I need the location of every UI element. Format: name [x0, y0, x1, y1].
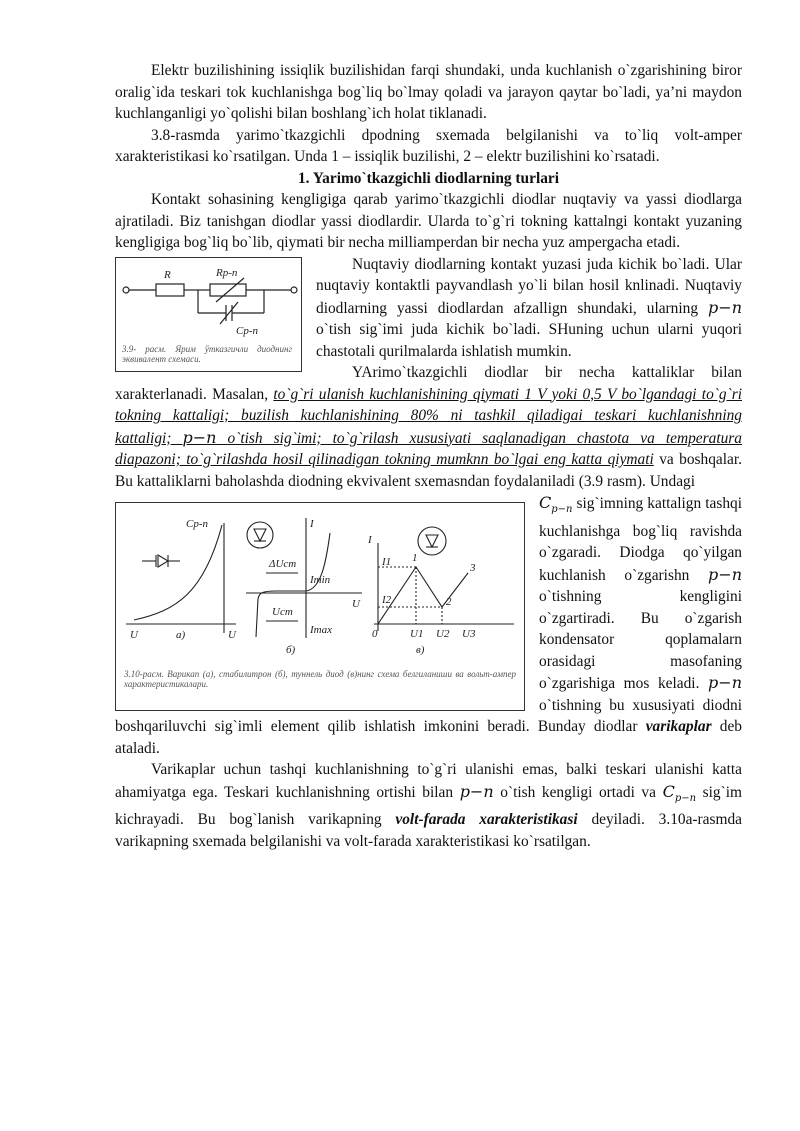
pn-symbol: p−n — [708, 673, 742, 693]
figure-3-9-caption: 3.9- pacм. Ярим ўтказгичли диоднинг эквивалент схемаси. — [122, 343, 292, 364]
text: va boshqalar. Bu kattaliklarni baholashda diodning ekvivalent sxemasndan foydalaniladi (3.9 rasm). Undagi — [115, 451, 742, 490]
pn-symbol: p−n — [459, 781, 494, 801]
label-i-b: I — [310, 518, 314, 530]
label-point-2: 2 — [446, 596, 452, 608]
document-page — [115, 60, 742, 852]
label-u3: U3 — [462, 628, 476, 640]
label-u1: U1 — [410, 628, 424, 640]
term-varikaplar: varikaplar — [645, 718, 712, 736]
figure-3-10-characteristics — [115, 502, 525, 711]
label-r: R — [164, 268, 171, 281]
label-i-c: I — [368, 534, 372, 546]
label-delta-ucm: ΔUcm — [269, 558, 297, 570]
term-volt-farada: volt-farada xarakteristikasi — [395, 811, 578, 829]
label-u-a2: U — [228, 629, 236, 641]
c-pn-symbol: $C_{p-n}$ — [662, 781, 697, 804]
label-ucm: Ucm — [272, 606, 293, 618]
paragraph-contact-area — [115, 189, 742, 254]
text: o`tishning kengligini o`zgartiradi. Bu o`zgarish kondensator qoplamalarn orasidagi masofaning o`zgarishiga mos keladi. — [539, 588, 742, 693]
paragraph-diode-parameters — [115, 362, 742, 492]
text: o`tish sig`imi juda kichik bo`ladi. SHuning uchun ularni yuqori chastotali qurilmalarda ishlatish mumkin. — [316, 321, 742, 360]
label-c-pn: Cp-n — [186, 518, 208, 530]
label-point-1: 1 — [412, 552, 418, 564]
label-zero: 0 — [372, 628, 378, 640]
text: deyiladi. 3.10a-rasmda varikapning sxemada belgilanishi va volt-farada xarakteristikasi ko`rsatilgan. — [115, 811, 742, 850]
text: Nuqtaviy diodlarning kontakt yuzasi juda kichik bo`ladi. Ular nuqtaviy kontaktli payvandlash yo`li bilan hosil knlinadi. Nuqtaviy diodlarning yassi diodlardan afzallign shundaki, ularning — [316, 255, 742, 317]
figure-3-9-equivalent-circuit — [115, 257, 302, 372]
paragraph-fig-3-8: 3.8-rasmda yarimo`tkazgichli dpodning sxemada belgilanishi va to`liq volt-amper xarakteristikasi ko`rsatilgan. Unda 1 – issiqlik buzilishi, 2 – elektr buzilishini ko`rsatadi. — [115, 126, 742, 165]
figure-3-10-caption: 3.10-расм. Варикап (а), стабилитрон (б), туннель диод (в)нинг схема белгиланиши ва вольт-ампер характеристикалари. — [124, 669, 516, 689]
label-u-b: U — [352, 598, 360, 610]
label-a: a) — [176, 629, 186, 641]
text: Varikaplar uchun tashqi kuchlanishning to`g`ri ulanishi emas, balki teskari ulanishi katta ahamiyatga ega. Teskari kuchlanishning ortishi bilan — [115, 761, 742, 801]
text: deb ataladi. — [115, 718, 742, 757]
text: sig`imning kattalign tashqi kuchlanishga bog`liq ravishda o`zgaradi. Diodga qo`yilgan kuchlanish o`zgarishn — [539, 495, 742, 584]
label-u-a: U — [130, 629, 138, 641]
paragraph-electric-breakdown: Elektr buzilishining issiqlik buzilishidan farqi shundaki, unda kuchlanish o`zgarishining biror oralig`ida teskari tok kuchlanishga bog`liq bo`lmay qoladi va jarayon qaytar bo`ladi, ya’ni maydon kuchlanganligi yo`qolishi bilan boshlang`ich holat tiklanadi. — [115, 62, 742, 122]
label-u2: U2 — [436, 628, 450, 640]
label-r-pn: Rp-n — [216, 266, 238, 279]
text: o`tish kengligi ortadi va — [500, 783, 656, 801]
c-pn-symbol: $C_{p-n}$ — [539, 493, 573, 516]
underlined-parameters: to`g`ri ulanish kuchlanishining qiymati 1 V yoki 0,5 V bo`lgandagi to`g`ri tokning kattaligi; buzilish kuchlanishining 80% ni tashkil qiladigai teskari kuchlanishning kattaligi; — [115, 385, 742, 447]
text: Kontakt sohasining kengligiga qarab yarimo`tkazgichli diodlar nuqtaviy va yassi diodlarga ajratiladi. Biz tanishgan diodlar yassi diodlardir. Ularda to`g`ri tokning kattalngi kontakt yuzaning kengligiga bog`liq bo`lib, qiymati bir necha milliamperdan bir necha yuz ampergacha etadi. — [115, 191, 742, 251]
paragraph-varicaps — [115, 759, 742, 852]
pn-symbol: p−n — [708, 564, 742, 584]
label-imin: Imin — [310, 574, 331, 586]
pn-symbol: p−n — [708, 297, 742, 317]
label-v: в) — [416, 644, 425, 656]
text: o`tishning bu xususiyati diodni boshqariluvchi sig`imli element qilib ishlatish imkonini beradi. Bunday diodlar — [115, 696, 742, 736]
text: sig`im kichrayadi. Bu bog`lanish varikapning — [115, 783, 743, 829]
section-heading: 1. Yarimo`tkazgichli diodlarning turlari — [297, 169, 560, 187]
underlined-parameters-2: o`tish sig`imi; to`g`rilash xususiyati saqlanadigan chastota va temperatura diapazoni; to`g`rilashda hosil qilinadigan tokning mumknn bo`lgai eng katta qiymati — [115, 429, 742, 468]
pn-symbol: p−n — [182, 427, 217, 447]
label-point-3: 3 — [470, 562, 476, 574]
label-imax: Imax — [310, 624, 332, 636]
label-b: б) — [286, 644, 296, 656]
label-i2: I2 — [382, 594, 392, 606]
label-c-pn: Cp-n — [236, 324, 258, 337]
text: YArimo`tkazgichli diodlar bir necha kattaliklar bilan xarakterlanadi. Masalan, — [115, 364, 742, 403]
label-i1: I1 — [382, 556, 392, 568]
